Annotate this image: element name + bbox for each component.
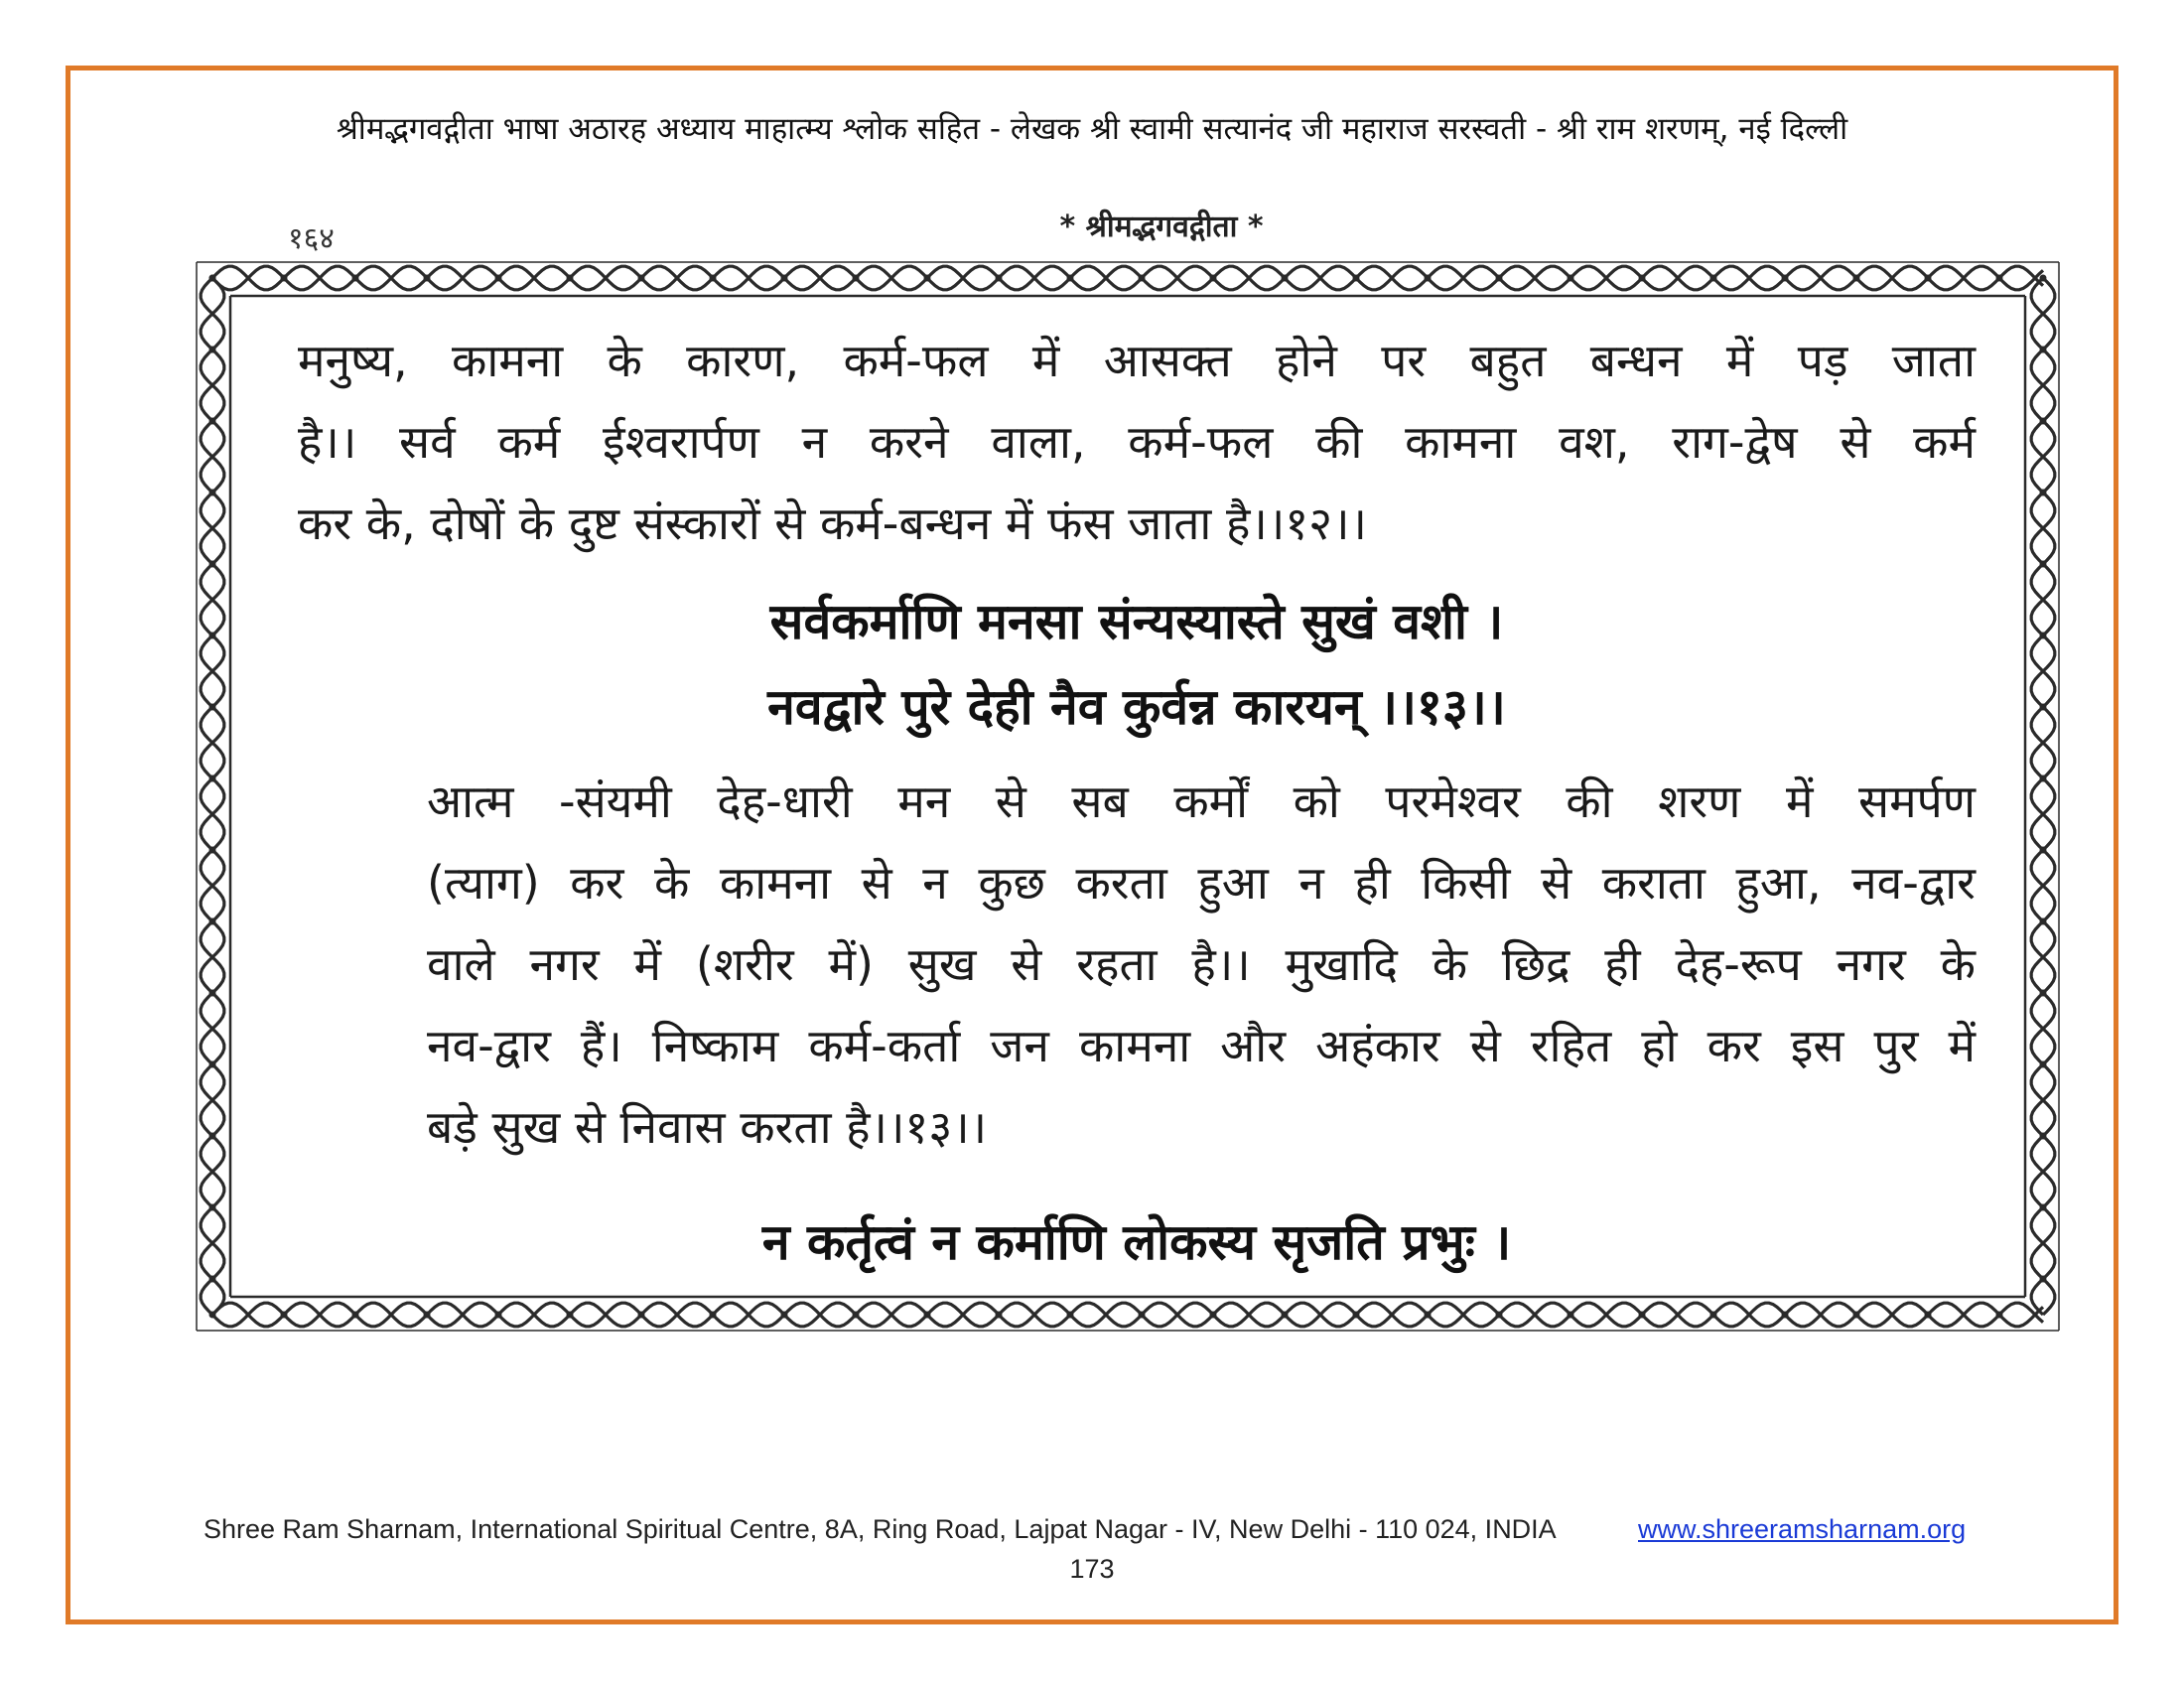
ornament-knot	[209, 1061, 216, 1068]
ornament-knot	[209, 633, 216, 639]
ornament-knot	[1853, 1312, 1860, 1319]
ornament-knot	[2040, 347, 2047, 353]
ornament-knot	[1210, 275, 1217, 282]
commentary-paragraph-13	[298, 761, 1976, 1168]
ornament-knot	[2040, 1061, 2047, 1068]
ornament-knot	[2040, 418, 2047, 425]
ornament-knot	[1710, 1312, 1717, 1319]
shloka-14-start: न कर्तृत्वं न कर्माणि लोकस्य सृजति प्रभुः ।	[761, 1213, 1512, 1271]
scan-running-title: * श्रीमद्भगवद्गीता *	[1059, 210, 1264, 244]
ornament-knot	[567, 275, 574, 282]
ornament-knot	[1782, 1312, 1789, 1319]
ornament-knot	[1067, 1312, 1074, 1319]
ornament-knot	[996, 1312, 1003, 1319]
ornament-knot	[209, 275, 216, 282]
ornament-knot	[209, 418, 216, 425]
ornament-knot	[1925, 275, 1932, 282]
ornament-knot	[1425, 275, 1432, 282]
text-line: वाले नगर में (शरीर में) सुख से रहता है।। मुखादि के छिद्र ही देह-रूप नगर के	[427, 937, 1976, 991]
ornament-knot	[1496, 1312, 1503, 1319]
ornament-braid-right	[2031, 278, 2055, 1315]
ornament-knot	[853, 1312, 860, 1319]
ornament-knot	[1139, 1312, 1146, 1319]
commentary-paragraph-12	[298, 320, 1976, 564]
ornament-knot	[1639, 1312, 1646, 1319]
ornament-knot	[1210, 1312, 1217, 1319]
ornament-knot	[2040, 918, 2047, 925]
ornament-knot	[1067, 275, 1074, 282]
ornament-knot	[2040, 775, 2047, 782]
shloka-line: सर्वकर्माणि मनसा संन्यस्यास्ते सुखं वशी ।	[769, 593, 1504, 650]
ornament-knot	[209, 1276, 216, 1283]
ornament-knot	[2040, 1133, 2047, 1140]
ornament-knot	[2040, 847, 2047, 854]
footer-address: Shree Ram Sharnam, International Spiritual Centre, 8A, Ring Road, Lajpat Nagar - IV, New Delhi - 110 024, INDIA	[204, 1514, 1557, 1544]
ornament-braid-right	[2031, 278, 2055, 1315]
website-link[interactable]: www.shreeramsharnam.org	[1638, 1514, 1967, 1544]
ornament-knot	[1568, 1312, 1574, 1319]
ornament-knot	[638, 1312, 645, 1319]
ornament-knot	[209, 918, 216, 925]
ornament-knot	[424, 275, 431, 282]
ornament-knot	[1853, 275, 1860, 282]
ornament-knot	[1925, 1312, 1932, 1319]
scan-page-number: १६४	[288, 221, 335, 256]
ornament-knot	[209, 1133, 216, 1140]
ornament-knot	[209, 847, 216, 854]
ornament-knot	[1996, 275, 2003, 282]
ornament-knot	[209, 990, 216, 997]
ornament-knot	[638, 275, 645, 282]
ornament-knot	[2040, 275, 2047, 282]
ornament-knot	[1996, 1312, 2003, 1319]
ornament-knot	[1353, 1312, 1360, 1319]
ornament-knot	[853, 275, 860, 282]
ornament-knot	[209, 561, 216, 568]
text-line: है।। सर्व कर्म ईश्वरार्पण न करने वाला, कर्म-फल की कामना वश, राग-द्वेष से कर्म	[298, 415, 1976, 469]
ornament-knot	[1282, 1312, 1289, 1319]
page-header-title: श्रीमद्भगवद्गीता भाषा अठारह अध्याय माहात्म्य श्लोक सहित - लेखक श्री स्वामी सत्यानंद जी महाराज सरस्वती - श्री राम शरणम्, नई दिल्ली	[336, 111, 1848, 147]
ornament-knot	[495, 1312, 502, 1319]
ornament-knot	[424, 1312, 431, 1319]
ornament-knot	[924, 1312, 931, 1319]
ornament-knot	[1496, 275, 1503, 282]
text-line: आत्म -संयमी देह-धारी मन से सब कर्मों को परमेश्वर की शरण में समर्पण	[427, 774, 1976, 828]
ornament-knot	[352, 275, 359, 282]
ornament-knot	[924, 275, 931, 282]
ornament-knot	[2040, 633, 2047, 639]
ornament-knot	[495, 275, 502, 282]
ornament-knot	[1568, 275, 1574, 282]
ornament-knot	[781, 275, 788, 282]
ornament-knot	[209, 490, 216, 496]
footer-page-number: 173	[1069, 1554, 1115, 1584]
ornament-knot	[2040, 1204, 2047, 1211]
text-line: नव-द्वार हैं। निष्काम कर्म-कर्ता जन कामना और अहंकार से रहित हो कर इस पुर में	[427, 1019, 1976, 1072]
text-line: (त्याग) कर के कामना से न कुछ करता हुआ न ही किसी से कराता हुआ, नव-द्वार	[427, 856, 1976, 910]
shloka-13	[298, 579, 1976, 750]
ornament-knot	[209, 347, 216, 353]
ornament-knot	[1710, 275, 1717, 282]
ornament-knot	[209, 775, 216, 782]
ornament-knot	[2040, 490, 2047, 496]
ornament-knot	[1425, 1312, 1432, 1319]
ornament-knot	[996, 275, 1003, 282]
ornament-knot	[1639, 275, 1646, 282]
ornament-knot	[710, 1312, 717, 1319]
ornament-knot	[1282, 275, 1289, 282]
ornament-knot	[2040, 704, 2047, 711]
ornament-knot	[710, 275, 717, 282]
ornament-knot	[281, 1312, 288, 1319]
ornament-knot	[1782, 275, 1789, 282]
ornament-knot	[2040, 1276, 2047, 1283]
ornament-knot	[567, 1312, 574, 1319]
ornament-braid-left	[201, 278, 224, 1315]
ornament-knot	[1139, 275, 1146, 282]
ornament-braid-left	[201, 278, 224, 1315]
ornament-knot	[209, 704, 216, 711]
ornament-knot	[2040, 561, 2047, 568]
text-line: कर के, दोषों के दुष्ट संस्कारों से कर्म-बन्धन में फंस जाता है।।१२।।	[298, 496, 1367, 550]
ornament-knot	[781, 1312, 788, 1319]
shloka-line: नवद्वारे पुरे देही नैव कुर्वन्न कारयन् ।।१३।।	[767, 678, 1506, 736]
ornament-knot	[281, 275, 288, 282]
ornament-knot	[1353, 275, 1360, 282]
ornament-knot	[352, 1312, 359, 1319]
ornament-knot	[209, 1204, 216, 1211]
ornament-knot	[2040, 990, 2047, 997]
text-line: बड़े सुख से निवास करता है।।१३।।	[427, 1100, 988, 1154]
text-line: मनुष्य, कामना के कारण, कर्म-फल में आसक्त होने पर बहुत बन्धन में पड़ जाता	[298, 334, 1976, 387]
